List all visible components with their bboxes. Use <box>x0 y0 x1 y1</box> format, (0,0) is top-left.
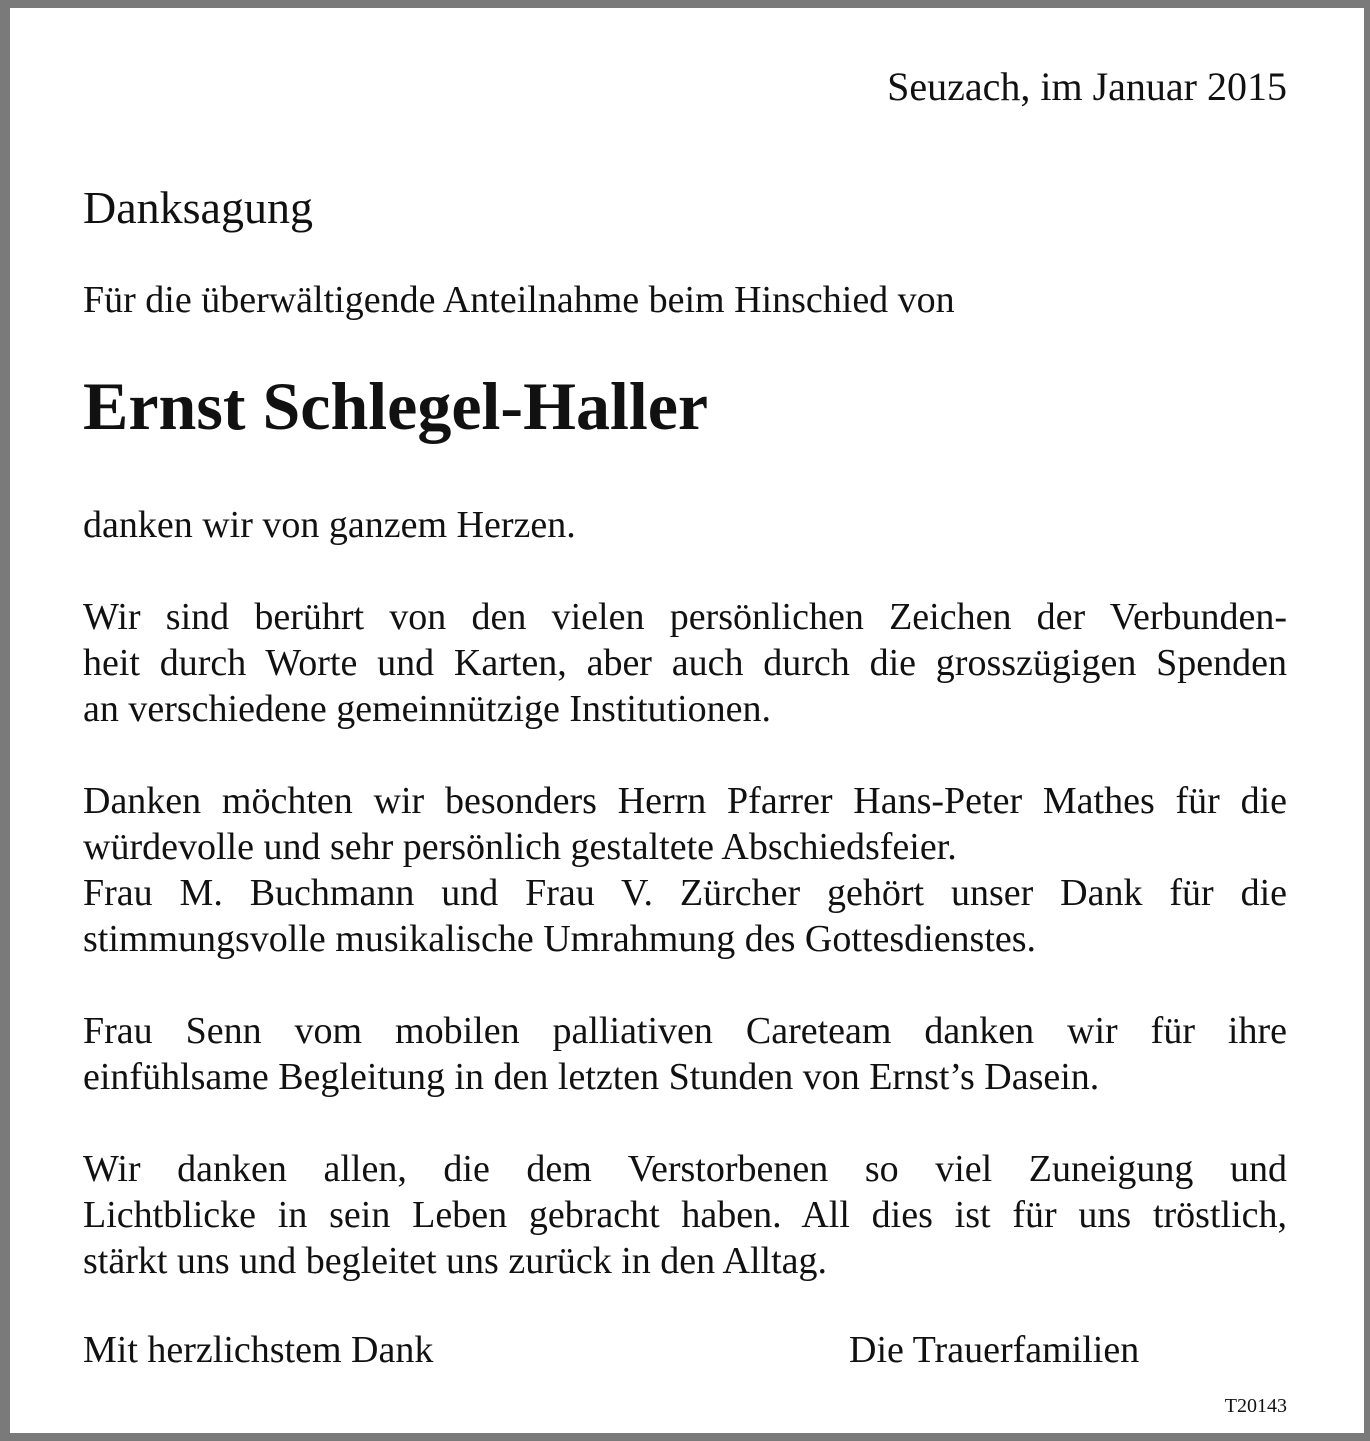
closing-signature: Die Trauerfamilien <box>849 1329 1140 1371</box>
date-line: Seuzach, im Januar 2015 <box>887 64 1287 109</box>
paragraph-line: Danken möchten wir besonders Herrn Pfarrer Hans-Peter Mathes für die <box>83 780 1287 822</box>
notice-code: T20143 <box>1224 1395 1287 1417</box>
paragraph-line: stärkt uns und begleitet uns zurück in den Alltag. <box>83 1240 828 1282</box>
paragraph-sympathy <box>83 594 1287 732</box>
paragraph-line: Wir danken allen, die dem Verstorbenen so viel Zuneigung und <box>83 1148 1287 1190</box>
paragraph-ceremony <box>83 778 1287 962</box>
deceased-name: Ernst Schlegel-Haller <box>83 368 709 444</box>
paragraph-line: Frau M. Buchmann und Frau V. Zürcher gehört unser Dank für die <box>83 872 1287 914</box>
paragraph-gratitude <box>83 1146 1287 1284</box>
paragraph-line: würdevolle und sehr persönlich gestaltete Abschiedsfeier. <box>83 826 957 868</box>
paragraph-line: Wir sind berührt von den vielen persönlichen Zeichen der Verbunden- <box>83 596 1287 638</box>
paragraph-line: stimmungsvolle musikalische Umrahmung des Gottesdienstes. <box>83 918 1037 960</box>
paragraph-line: an verschiedene gemeinnützige Institutionen. <box>83 688 771 730</box>
notice-heading: Danksagung <box>83 182 313 233</box>
paragraph-line: einfühlsame Begleitung in den letzten Stunden von Ernst’s Dasein. <box>83 1056 1100 1098</box>
intro-line: Für die überwältigende Anteilnahme beim Hinschied von <box>83 279 955 321</box>
paragraph-line: Lichtblicke in sein Leben gebracht haben. All dies ist für uns tröstlich, <box>83 1194 1287 1236</box>
paragraph-line: heit durch Worte und Karten, aber auch durch die grosszügigen Spenden <box>83 642 1287 684</box>
closing-greeting: Mit herzlichstem Dank <box>83 1329 434 1371</box>
paragraph-care-team <box>83 1008 1287 1100</box>
paragraph-line: Frau Senn vom mobilen palliativen Careteam danken wir für ihre <box>83 1010 1287 1052</box>
thanks-line: danken wir von ganzem Herzen. <box>83 504 576 546</box>
